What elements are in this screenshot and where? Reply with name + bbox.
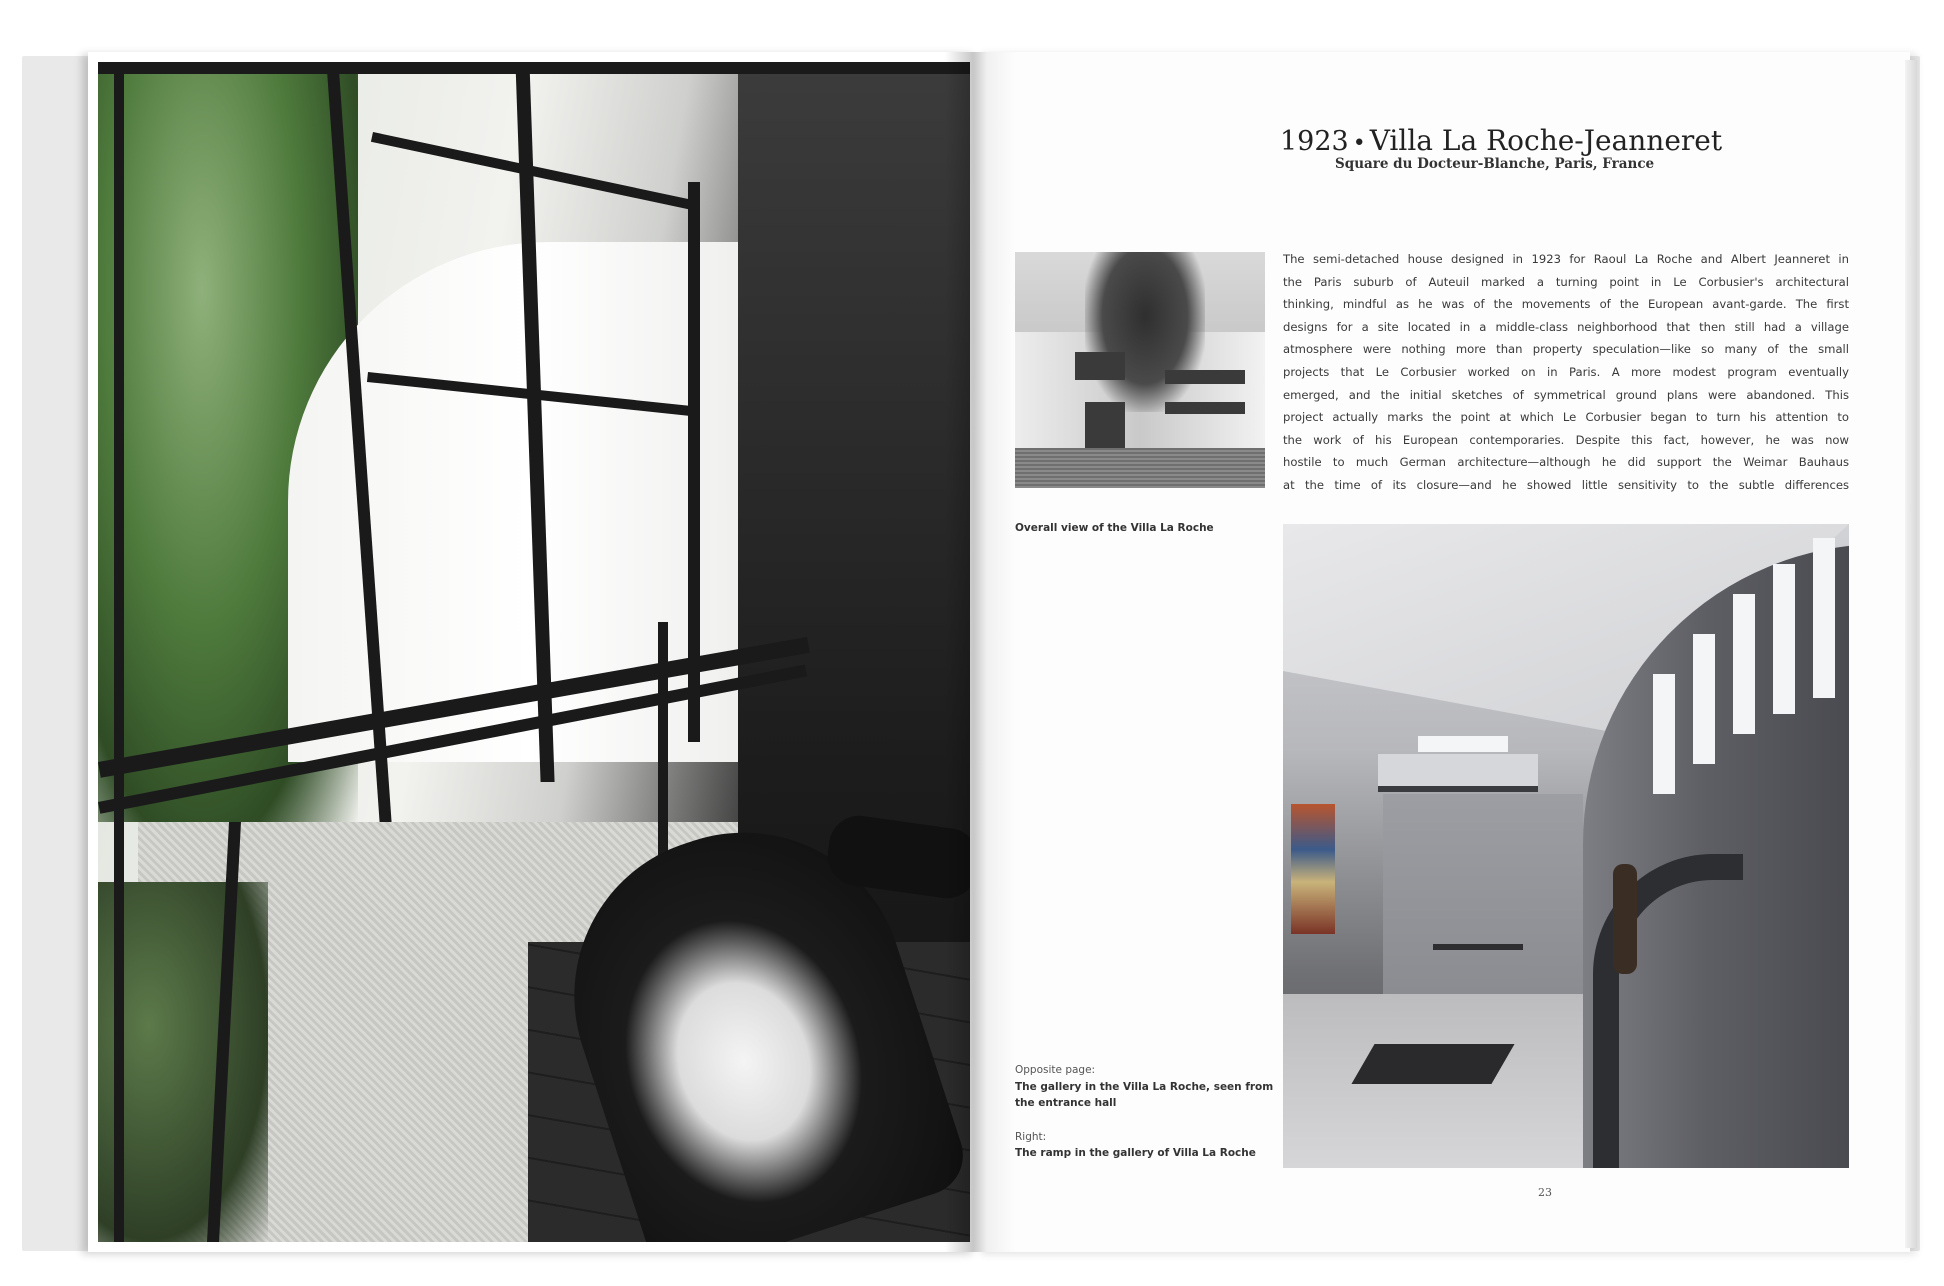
body-text — [1283, 248, 1849, 497]
page-subtitle: Square du Docteur-Blanche, Paris, France — [1335, 156, 1655, 172]
body-line: at the time of its closure—and he showed little sensitivity to the subtle differences — [1283, 477, 1849, 492]
body-line: the work of his European contemporaries. Despite this fact, however, he was now — [1283, 432, 1849, 447]
caption-opposite-line: The gallery in the Villa La Roche, seen from — [1015, 1080, 1274, 1093]
caption-right-text: The ramp in the gallery of Villa La Roche — [1015, 1147, 1256, 1159]
photo-table — [1433, 944, 1523, 1004]
body-line: thinking, mindful as he was of the movements of the European avant-garde. The first — [1283, 297, 1849, 312]
photo-gallery-ramp — [1283, 524, 1849, 1168]
photo-balcony — [1378, 754, 1538, 792]
window-mullion — [114, 62, 124, 1242]
photo-window — [1075, 352, 1125, 380]
caption-spacer — [1015, 1112, 1273, 1129]
title-separator: • — [1352, 131, 1366, 156]
body-line: hostile to much German architecture—although he did support the Weimar Bauhaus — [1283, 455, 1849, 470]
page-edge — [1905, 60, 1917, 1248]
body-line: emerged, and the initial sketches of symmetrical ground plans were abandoned. This — [1283, 387, 1849, 402]
photo-clerestory-window — [1773, 564, 1795, 714]
photo-sculpture — [1613, 864, 1637, 974]
photo-ground — [1015, 448, 1265, 488]
photo-window — [1165, 402, 1245, 414]
body-line: project actually marks the point at which Le Corbusier began to turn his attention to — [1283, 410, 1849, 425]
book-gutter — [945, 52, 1015, 1252]
page-title — [1280, 124, 1722, 157]
body-line: projects that Le Corbusier worked on in Paris. A more modest program eventually — [1283, 364, 1849, 379]
caption-block — [1015, 1062, 1273, 1162]
title-name: Villa La Roche-Jeanneret — [1369, 124, 1723, 157]
photo-painting — [1291, 804, 1335, 934]
photo-clerestory-window — [1733, 594, 1755, 734]
caption-label-right: Right: — [1015, 1130, 1047, 1143]
caption-overall-view: Overall view of the Villa La Roche — [1015, 522, 1214, 534]
photo-clerestory-window — [1813, 538, 1835, 698]
photo-clerestory-window — [1653, 674, 1675, 794]
photo-gallery-window-chaise — [98, 62, 970, 1242]
photo-tree — [1085, 252, 1205, 412]
photo-villa-overall-view — [1015, 252, 1265, 488]
photo-window — [1085, 402, 1125, 452]
caption-opposite-line: the entrance hall — [1015, 1097, 1117, 1109]
page-number: 23 — [1538, 1186, 1552, 1199]
body-line: atmosphere were nothing more than property speculation—like so many of the small — [1283, 342, 1849, 357]
body-line: designs for a site located in a middle-class neighborhood that then still had a village — [1283, 319, 1849, 334]
body-line: the Paris suburb of Auteuil marked a turning point in Le Corbusier's architectural — [1283, 274, 1849, 289]
title-year: 1923 — [1280, 126, 1349, 157]
photo-rug — [1351, 1044, 1514, 1084]
window-mullion — [98, 62, 970, 74]
body-line: The semi-detached house designed in 1923 for Raoul La Roche and Albert Jeanneret in — [1283, 252, 1849, 266]
photo-clerestory-window — [1693, 634, 1715, 764]
photo-window — [1165, 370, 1245, 384]
caption-label-opposite: Opposite page: — [1015, 1064, 1096, 1076]
photo-clerestory-window — [1418, 736, 1508, 752]
